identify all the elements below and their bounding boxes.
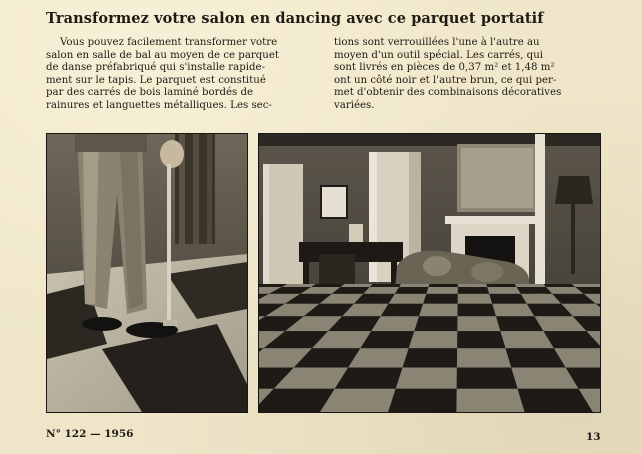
floor-tile: [515, 284, 546, 287]
floor-tile: [457, 331, 505, 348]
paragraph-line: variées.: [334, 99, 375, 111]
floor-tile: [487, 287, 521, 294]
page-number: 13: [586, 431, 601, 443]
paragraph-line: par des carrés de bois laminé bordés de: [46, 87, 254, 99]
floor-tile: [458, 294, 493, 304]
floor-tile: [409, 331, 458, 348]
floor-tile: [457, 367, 518, 388]
article-title: Transformez votre salon en dancing avec ce parquet portatif: [46, 10, 544, 27]
floor-tile: [458, 284, 487, 287]
paragraph-line: tions sont verrouillées l'une à l'autre au: [334, 37, 540, 48]
floor-tile: [403, 348, 458, 367]
checkerboard-floor: [259, 284, 600, 412]
photo-living-room-image: [259, 134, 600, 412]
floor-tile: [429, 284, 458, 287]
paragraph-line: salon en salle de bal au moyen de ce parquet: [46, 49, 279, 61]
floor-tile: [399, 284, 429, 287]
floor-tile: [396, 367, 457, 388]
floor-tile: [486, 284, 516, 287]
floor-tile: [389, 294, 427, 304]
floor-tile: [457, 316, 500, 331]
text-column-left: [46, 37, 320, 113]
floor-tile: [572, 284, 600, 287]
paragraph-line: de danse préfabriqué qui s'installe rapide-: [46, 62, 266, 74]
paragraph-line: Vous pouvez facilement transformer votre: [60, 37, 278, 48]
floor-tile: [388, 389, 456, 412]
paragraph-line: met d'obtenir des combinaisons décoratives: [334, 87, 562, 99]
floor-tile: [419, 304, 458, 316]
floor-tile: [395, 287, 429, 294]
photo-installing-floor: [46, 133, 248, 413]
floor-tile: [423, 294, 458, 304]
paragraph-line: sont livrés en pièces de 0,37 m² et 1,48 m²: [334, 62, 555, 74]
photo-installing-floor-image: [47, 134, 247, 412]
floor-tile: [282, 284, 316, 287]
paragraph-line: ont un côté noir et l'autre brun, ce qui per-: [334, 74, 557, 86]
photo-living-room-dance-floor: [258, 133, 601, 413]
floor-tile: [543, 284, 575, 287]
paragraph-line: ment sur le tapis. Le parquet est constitué: [46, 74, 266, 86]
text-column-right: [334, 37, 608, 113]
floor-tile: [489, 294, 527, 304]
floor-tile: [370, 284, 401, 287]
floor-tile: [458, 287, 490, 294]
floor-tile: [458, 304, 496, 316]
floor-tile: [340, 284, 372, 287]
issue-number: N° 122 — 1956: [46, 428, 134, 440]
floor-tile: [311, 284, 344, 287]
floor-tile: [457, 348, 511, 367]
floor-tile: [414, 316, 457, 331]
floor-tile: [456, 389, 524, 412]
paragraph-line: rainures et languettes métalliques. Les sec-: [46, 99, 272, 111]
floor-tile: [426, 287, 458, 294]
paragraph-line: moyen d'un outil spécial. Les carrés, qui: [334, 49, 544, 61]
